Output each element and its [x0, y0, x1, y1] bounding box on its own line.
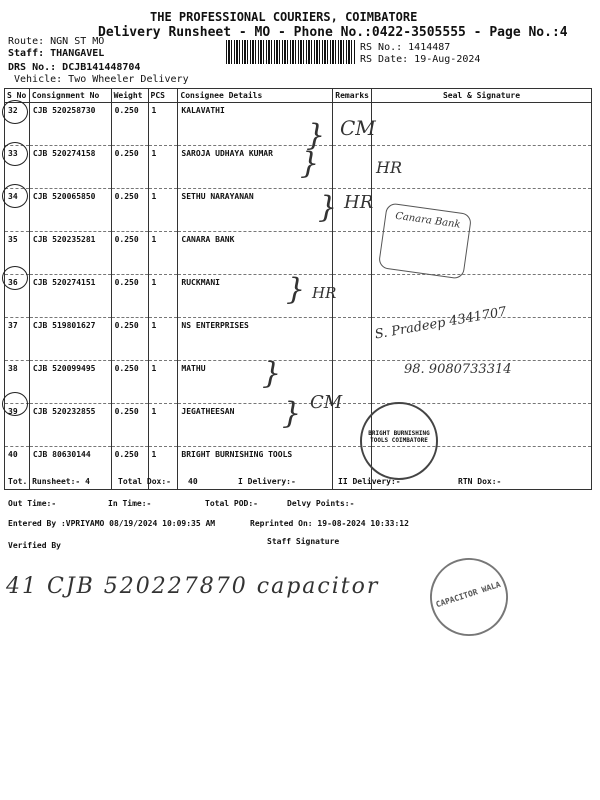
weight-cell: 0.250	[111, 361, 148, 404]
pcs-cell: 1	[148, 404, 178, 447]
col-header: Seal & Signature	[372, 89, 592, 103]
weight-cell: 0.250	[111, 103, 148, 146]
stamp-text: BRIGHT BURNISHING TOOLS COIMBATORE	[368, 430, 430, 444]
col-header: Remarks	[333, 89, 372, 103]
bracket-mark: }	[286, 272, 306, 307]
consignment-cell: CJB 80630144	[29, 447, 111, 490]
bracket-mark: }	[262, 356, 282, 391]
consignee-cell: SETHU NARAYANAN	[178, 189, 333, 232]
consignee-cell: JEGATHEESAN	[178, 404, 333, 447]
sno-cell: 34	[5, 189, 30, 232]
company-title: THE PROFESSIONAL COURIERS, COIMBATORE	[150, 10, 418, 24]
pcs-cell: 1	[148, 361, 178, 404]
entered-by: Entered By :VPRIYAMO 08/19/2024 10:09:35 AM	[8, 519, 216, 528]
remarks-cell	[333, 275, 372, 318]
weight-cell: 0.250	[111, 189, 148, 232]
ii-delivery-label: II Delivery:-	[338, 477, 401, 486]
staff-label: Staff: THANGAVEL	[8, 48, 105, 59]
pcs-cell: 1	[148, 189, 178, 232]
consignee-cell: NS ENTERPRISES	[178, 318, 333, 361]
canara-bank-stamp	[378, 202, 472, 279]
stamp-text: Canara Bank	[394, 210, 462, 231]
sno-circle-mark	[2, 392, 28, 416]
table-row	[5, 189, 592, 232]
staff-signature-label: Staff Signature	[267, 537, 340, 546]
handwritten-bottom-note: 41 CJB 520227870 capacitor	[6, 574, 380, 599]
drs-label: DRS No.: DCJB141448704	[8, 62, 141, 73]
sno-cell: 38	[5, 361, 30, 404]
col-header: S No	[5, 89, 30, 103]
sno-cell: 40	[5, 447, 30, 490]
pcs-cell: 1	[148, 447, 178, 490]
rtn-dox-label: RTN Dox:-	[458, 477, 502, 486]
sno-circle-mark	[2, 266, 28, 290]
consignment-cell: CJB 520232855	[29, 404, 111, 447]
sno-cell: 32	[5, 103, 30, 146]
bright-burnishing-stamp	[360, 402, 438, 480]
consignment-cell: CJB 520274158	[29, 146, 111, 189]
table-row	[5, 232, 592, 275]
consignment-cell: CJB 520274151	[29, 275, 111, 318]
sno-circle-mark	[2, 100, 28, 124]
stamp-text: CAPACITOR WALA	[434, 579, 502, 610]
pcs-cell: 1	[148, 103, 178, 146]
signature-cell	[372, 146, 592, 189]
handwritten-note: HR	[376, 158, 402, 177]
barcode	[226, 40, 356, 64]
sno-cell: 35	[5, 232, 30, 275]
reprinted-on: Reprinted On: 19-08-2024 10:33:12	[250, 519, 409, 528]
table-row	[5, 447, 592, 490]
rs-number: RS No.: 1414487	[360, 42, 451, 53]
consignee-cell: KALAVATHI	[178, 103, 333, 146]
weight-cell: 0.250	[111, 447, 148, 490]
signature-cell	[372, 103, 592, 146]
weight-cell: 0.250	[111, 318, 148, 361]
table-header-row	[5, 89, 592, 103]
col-header: Consignee Details	[178, 89, 333, 103]
handwritten-note: 98. 9080733314	[404, 362, 512, 377]
in-time-label: In Time:-	[108, 499, 152, 508]
table-row	[5, 146, 592, 189]
consignment-cell: CJB 520099495	[29, 361, 111, 404]
pcs-cell: 1	[148, 318, 178, 361]
consignee-cell: RUCKMANI	[178, 275, 333, 318]
col-header: PCS	[148, 89, 178, 103]
weight-cell: 0.250	[111, 275, 148, 318]
handwritten-note: CM	[340, 116, 376, 140]
handwritten-note: S. Pradeep 4341707	[373, 304, 508, 343]
bracket-mark: }	[282, 396, 302, 431]
sno-circle-mark	[2, 184, 28, 208]
delvy-points-label: Delvy Points:-	[287, 499, 355, 508]
consignee-cell: SAROJA UDHAYA KUMAR	[178, 146, 333, 189]
table-row	[5, 318, 592, 361]
remarks-cell	[333, 146, 372, 189]
tot-runsheet: Tot. Runsheet:- 4	[8, 477, 90, 486]
consignment-cell: CJB 520235281	[29, 232, 111, 275]
consignment-cell: CJB 520065850	[29, 189, 111, 232]
remarks-cell	[333, 232, 372, 275]
col-header: Consignment No	[29, 89, 111, 103]
route-label: Route: NGN ST MO	[8, 36, 105, 47]
weight-cell: 0.250	[111, 146, 148, 189]
runsheet-subtitle: Delivery Runsheet - MO - Phone No.:0422-3505555 - Page No.:4	[98, 25, 568, 40]
sno-cell: 36	[5, 275, 30, 318]
col-header: Weight	[111, 89, 148, 103]
consignment-cell: CJB 520258730	[29, 103, 111, 146]
consignee-cell: BRIGHT BURNISHING TOOLS	[178, 447, 333, 490]
consignee-cell: CANARA BANK	[178, 232, 333, 275]
handwritten-note: HR	[344, 192, 374, 213]
out-time-label: Out Time:-	[8, 499, 57, 508]
bracket-mark: }	[306, 118, 326, 153]
pcs-cell: 1	[148, 146, 178, 189]
pcs-cell: 1	[148, 275, 178, 318]
sno-circle-mark	[2, 142, 28, 166]
bracket-mark: }	[300, 146, 320, 181]
sno-cell: 37	[5, 318, 30, 361]
vehicle-label: Vehicle: Two Wheeler Delivery	[14, 74, 189, 85]
table-row	[5, 103, 592, 146]
handwritten-note: HR	[312, 284, 337, 302]
total-dox-value: 40	[188, 477, 198, 486]
pcs-cell: 1	[148, 232, 178, 275]
sno-cell: 39	[5, 404, 30, 447]
weight-cell: 0.250	[111, 404, 148, 447]
total-pod-label: Total POD:-	[205, 499, 258, 508]
weight-cell: 0.250	[111, 232, 148, 275]
handwritten-note: CM	[310, 392, 343, 413]
total-dox-label: Total Dox:-	[118, 477, 171, 486]
remarks-cell	[333, 318, 372, 361]
consignee-cell: MATHU	[178, 361, 333, 404]
verified-by-label: Verified By	[8, 541, 61, 550]
bracket-mark: }	[318, 190, 338, 225]
sno-cell: 33	[5, 146, 30, 189]
consignment-cell: CJB 519801627	[29, 318, 111, 361]
i-delivery-label: I Delivery:-	[238, 477, 296, 486]
capacitor-wala-stamp	[420, 548, 518, 646]
rs-date: RS Date: 19-Aug-2024	[360, 54, 481, 65]
